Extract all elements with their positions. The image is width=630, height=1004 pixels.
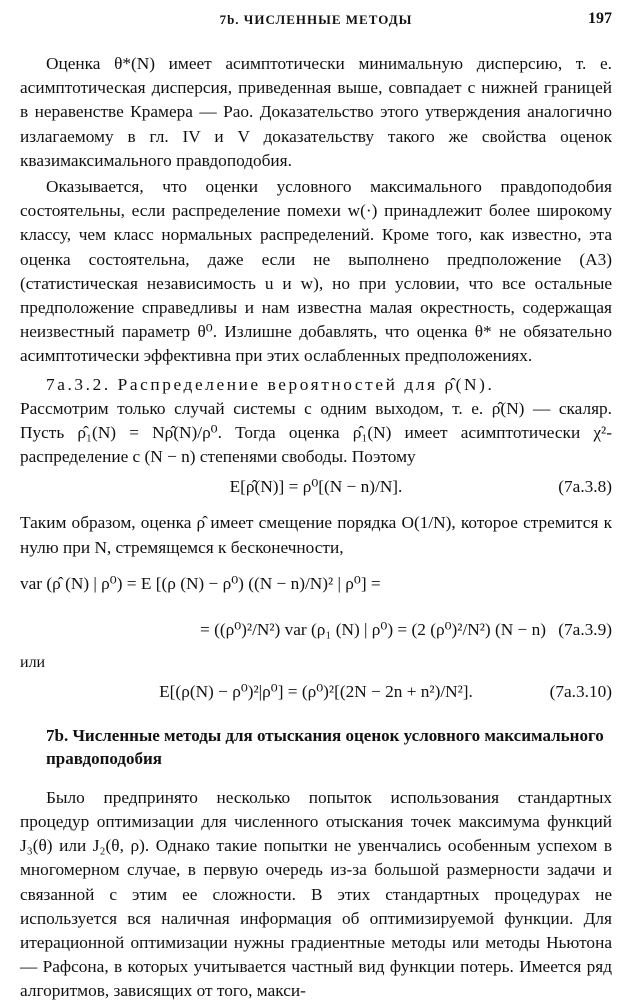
equation-7a-3-8	[20, 469, 612, 503]
paragraph-consistency: Оказывается, что оценки условного максимального правдоподобия состоятельны, если распределение помехи w(·) принадлежит более широкому классу, чем класс нормальных распределений. Кроме того, как известно, эта оценка состоятельна, даже если не выполнено предположение (A3) (статистическая независимость u и w), но при условии, что все остальные предположение справедливы и нам известна малая окрестность, содержащая неизвестный параметр θ⁰. Излишне добавлять, что оценка θ* не обязательно асимптотически эффективна при этих ослабленных предположениях.	[20, 177, 612, 366]
equation-text-line-2: = ((ρ⁰)²/N²) var (ρ₁ (N) | ρ⁰) = (2 (ρ⁰)²/N²) (N − n)	[200, 619, 547, 639]
connector-word	[20, 654, 612, 680]
running-title: 7b. ЧИСЛЕННЫЕ МЕТОДЫ	[219, 12, 413, 27]
equation-7a-3-10	[20, 680, 612, 710]
equation-text-line-1: var (ρ̂ (N) | ρ⁰) = E [(ρ (N) − ρ⁰) ((N − n)/N)² | ρ⁰] =	[20, 573, 381, 593]
paragraph-scalar-case: Рассмотрим только случай системы с одним выходом, т. е. ρ̂(N) — скаляр. Пусть ρ̂₁(N) = Nρ̂(N)/ρ⁰. Тогда оценка ρ̂₁(N) имеет асимптотически χ²-распределение с (N − n) степенями свободы. Поэтому	[20, 398, 612, 467]
or-word: или	[20, 653, 46, 671]
subsection-title: 7a.3.2. Распределение вероятностей для ρ̂(N).	[46, 374, 495, 394]
section-heading: 7b. Численные методы для отыскания оценок условного максимального правдоподобия	[46, 725, 604, 768]
equation-7a-3-9	[20, 560, 612, 654]
page-number: 197	[588, 10, 612, 27]
paragraph-numerical-methods: Было предпринято несколько попыток использования стандартных процедур оптимизации для численного отыскания точек максимума функций J₃(θ) или J₂(θ, ρ). Однако такие попытки не увенчались особенным успехом в многомерном случае, в первую очередь из-за большой размерности задачи и связанной с этим ее сложности. В этих стандартных процедурах не используется вся наличная информация об оптимизируемой функции. Для итерационной оптимизации нужны градиентные методы или методы Ньютона — Рафсона, в которых учитывается частный вид функции потерь. Имеется ряд алгоритмов, зависящих от того, макси-	[20, 787, 612, 1001]
equation-number: (7a.3.8)	[558, 477, 612, 497]
page-header	[20, 10, 612, 32]
equation-number: (7a.3.10)	[549, 681, 612, 701]
equation-number: (7a.3.9)	[558, 619, 612, 639]
equation-text: E[(ρ(N) − ρ⁰)²|ρ⁰] = (ρ⁰)²[(2N − 2n + n²)/N²].	[159, 681, 473, 701]
paragraph-bias: Таким образом, оценка ρ̂ имеет смещение порядка O(1/N), которое стремится к нулю при N, стремящемся к бесконечности,	[20, 513, 612, 557]
paragraph-asymptotic-variance: Оценка θ*(N) имеет асимптотически минимальную дисперсию, т. е. асимптотическая дисперсия, приведенная выше, совпадает с нижней границей в неравенстве Крамера — Рао. Доказательство этого утверждения аналогично излагаемому в гл. IV и V доказательству такого же свойства оценок квазимаксимального правдоподобия.	[20, 54, 612, 170]
equation-text: E[ρ̂(N)] = ρ⁰[(N − n)/N].	[229, 477, 403, 497]
page-body	[20, 52, 612, 1004]
